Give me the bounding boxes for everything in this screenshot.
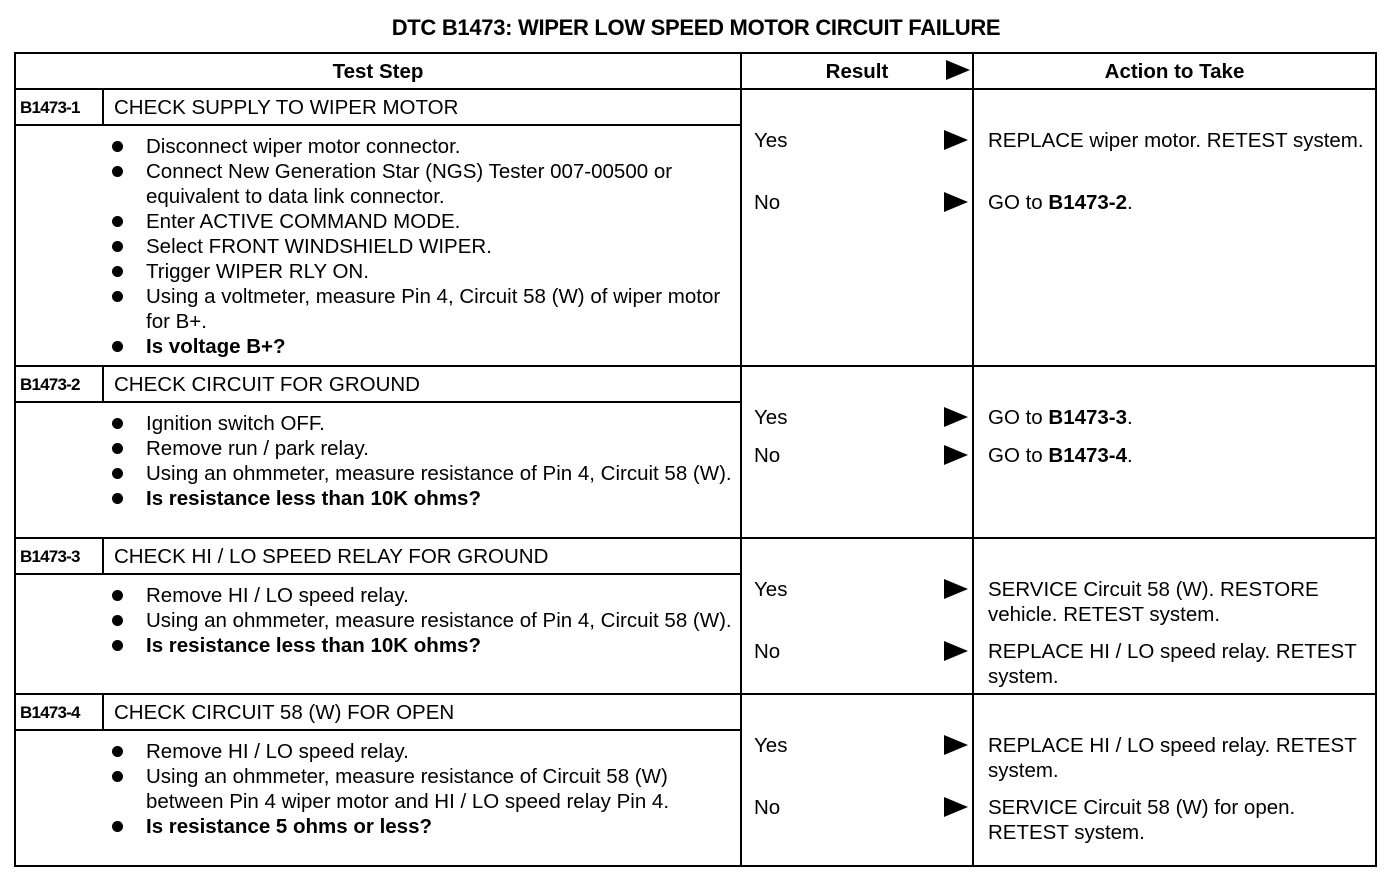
action-item [974, 733, 1375, 783]
instruction-item: Disconnect wiper motor connector. [106, 134, 740, 159]
action-cell [973, 366, 1376, 538]
instruction-item: Trigger WIPER RLY ON. [106, 259, 740, 284]
instruction-item: Using an ohmmeter, measure resistance of Pin 4, Circuit 58 (W). [106, 461, 740, 486]
test-step-cell [15, 89, 741, 366]
action-cell [973, 538, 1376, 694]
result-label: No [754, 796, 781, 819]
step-row [15, 694, 1376, 866]
action-item [974, 190, 1375, 215]
right-triangle-arrow-icon [944, 407, 968, 427]
test-step-cell [15, 538, 741, 694]
instruction-item: Ignition switch OFF. [106, 411, 740, 436]
step-rows [15, 89, 1376, 866]
step-row [15, 89, 1376, 366]
action-step-ref: B1473-2 [1048, 191, 1128, 214]
step-instructions [16, 575, 740, 664]
result-item [754, 639, 970, 664]
right-triangle-arrow-icon [944, 445, 968, 465]
action-text: REPLACE wiper motor. RETEST system. [988, 129, 1364, 152]
instruction-item: Connect New Generation Star (NGS) Tester 007-00500 or equivalent to data link connector. [106, 159, 740, 209]
step-row [15, 366, 1376, 538]
action-text: GO to [988, 191, 1049, 214]
step-id: B1473-2 [16, 367, 104, 401]
result-label: Yes [754, 129, 788, 152]
action-item [974, 577, 1375, 627]
test-step-cell [15, 694, 741, 866]
action-cell [973, 89, 1376, 366]
action-step-ref: B1473-4 [1048, 444, 1128, 467]
action-text: GO to [988, 444, 1049, 467]
step-instructions [16, 731, 740, 845]
step-instructions [16, 126, 740, 365]
diagnostic-table [14, 52, 1377, 867]
action-item [974, 443, 1375, 468]
action-suffix: . [1127, 406, 1133, 429]
step-title: CHECK HI / LO SPEED RELAY FOR GROUND [114, 544, 549, 568]
instruction-item: Using an ohmmeter, measure resistance of Circuit 58 (W) between Pin 4 wiper motor and HI / LO speed relay Pin 4. [106, 764, 740, 814]
action-text: GO to [988, 406, 1049, 429]
step-id: B1473-4 [16, 695, 104, 729]
step-header [16, 695, 740, 731]
action-cell [973, 694, 1376, 866]
action-item [974, 128, 1375, 153]
step-question: Is resistance less than 10K ohms? [106, 486, 740, 511]
result-item [754, 443, 970, 468]
instruction-item: Remove HI / LO speed relay. [106, 739, 740, 764]
result-cell [741, 366, 973, 538]
action-item [974, 405, 1375, 430]
result-cell [741, 694, 973, 866]
instruction-item: Using a voltmeter, measure Pin 4, Circuit 58 (W) of wiper motor for B+. [106, 284, 740, 334]
instruction-item: Remove HI / LO speed relay. [106, 583, 740, 608]
step-title: CHECK CIRCUIT 58 (W) FOR OPEN [114, 700, 455, 724]
action-text: REPLACE HI / LO speed relay. RETEST system. [988, 640, 1357, 688]
header-row [15, 53, 1376, 89]
header-test-step: Test Step [15, 53, 741, 89]
result-item [754, 733, 970, 758]
result-label: No [754, 444, 781, 467]
action-item [974, 795, 1375, 845]
header-result-label: Result [825, 59, 889, 83]
header-result [741, 53, 973, 89]
action-suffix: . [1127, 444, 1133, 467]
instruction-item: Remove run / park relay. [106, 436, 740, 461]
step-title: CHECK SUPPLY TO WIPER MOTOR [114, 95, 459, 119]
instruction-item: Enter ACTIVE COMMAND MODE. [106, 209, 740, 234]
result-item [754, 795, 970, 820]
right-triangle-arrow-icon [944, 130, 968, 150]
result-label: No [754, 640, 781, 663]
header-action: Action to Take [973, 53, 1376, 89]
result-label: Yes [754, 406, 788, 429]
action-suffix: . [1127, 191, 1133, 214]
step-row [15, 538, 1376, 694]
step-question: Is resistance less than 10K ohms? [106, 633, 740, 658]
result-cell [741, 538, 973, 694]
right-triangle-arrow-icon [944, 797, 968, 817]
right-triangle-arrow-icon [944, 192, 968, 212]
step-title: CHECK CIRCUIT FOR GROUND [114, 372, 420, 396]
result-item [754, 405, 970, 430]
right-triangle-arrow-icon [944, 579, 968, 599]
step-id: B1473-3 [16, 539, 104, 573]
step-instructions [16, 403, 740, 517]
result-label: Yes [754, 578, 788, 601]
right-triangle-arrow-icon [944, 735, 968, 755]
step-header [16, 90, 740, 126]
test-step-cell [15, 366, 741, 538]
step-header [16, 367, 740, 403]
result-label: Yes [754, 734, 788, 757]
result-label: No [754, 191, 781, 214]
result-item [754, 577, 970, 602]
page-title: DTC B1473: WIPER LOW SPEED MOTOR CIRCUIT FAILURE [391, 15, 1001, 40]
result-item [754, 190, 970, 215]
right-triangle-arrow-icon [946, 60, 970, 80]
action-step-ref: B1473-3 [1048, 406, 1128, 429]
action-text: REPLACE HI / LO speed relay. RETEST system. [988, 734, 1357, 782]
result-item [754, 128, 970, 153]
result-cell [741, 89, 973, 366]
instruction-item: Using an ohmmeter, measure resistance of Pin 4, Circuit 58 (W). [106, 608, 740, 633]
action-text: SERVICE Circuit 58 (W) for open. RETEST system. [988, 796, 1296, 844]
instruction-item: Select FRONT WINDSHIELD WIPER. [106, 234, 740, 259]
step-id: B1473-1 [16, 90, 104, 124]
action-text: SERVICE Circuit 58 (W). RESTORE vehicle. RETEST system. [988, 578, 1319, 626]
step-question: Is voltage B+? [106, 334, 740, 359]
right-triangle-arrow-icon [944, 641, 968, 661]
action-item [974, 639, 1375, 689]
step-question: Is resistance 5 ohms or less? [106, 814, 740, 839]
step-header [16, 539, 740, 575]
